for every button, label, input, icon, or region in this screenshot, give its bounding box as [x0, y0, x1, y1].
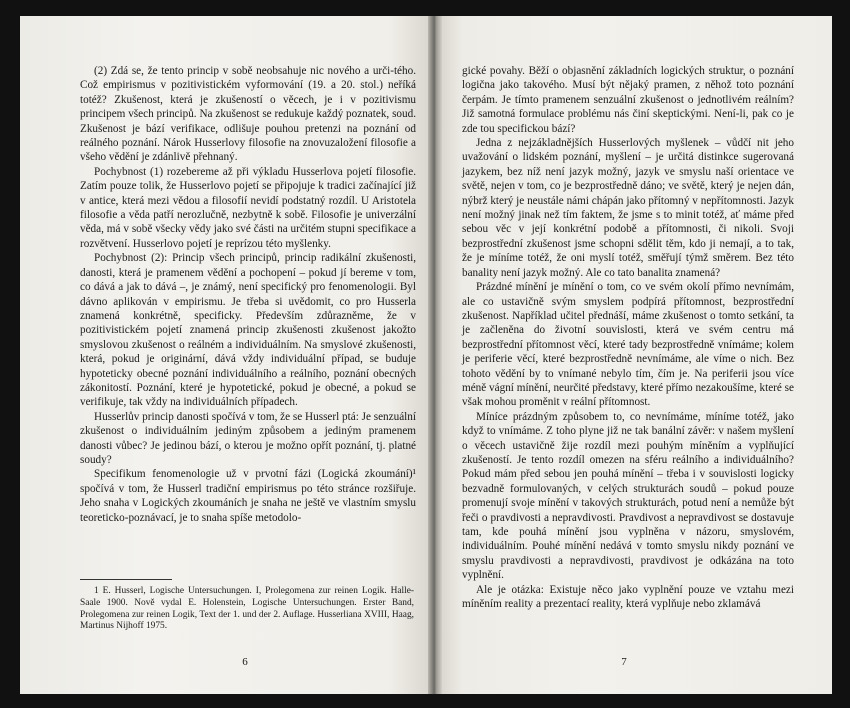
paragraph: Prázdné mínění je mínění o tom, co ve svém okolí přímo nevnímám, ale co ustavičně svým smyslem podpírá přítomnost, bezprostřední zkušenost. Například učitel přednáší, máme zkušenost o tomto setkání, ta je začleněna do životní souvislosti, která ve svém centru má bezprostřední přítomnost věcí, které tady bezprostředně vnímáme; kolem je periferie věcí, které bezprostředně nevnímáme, ale víme o nich. Bez tohoto vědění by to vnímané nebylo tím, čím je. Na periferii jsou více méně vágní mínění, neurčité představy, které přímo nezakoušíme, které se však mohou proměnit v reální přítomnost.: [462, 281, 794, 409]
right-page-body: [462, 64, 794, 611]
footnote-rule: [80, 579, 172, 580]
paragraph: Míníce prázdným způsobem to, co nevnímáme, míníme totéž, jako když to vnímáme. Z toho plyne již ne tak banální závěr: v našem myšlení o věcech ustavičně žije rozdíl mezi pouhým míněním a vyplňující zkušeností. Je tento rozdíl omezen na sféru reálního a individuálního? Pokud mám před sebou jen pouhá mínění – třeba i v souvislosti logicky bezvadně formulovaných, v celých strukturách soudů – pokud pouze promenují svoje mínění v takových strukturách, potud není a nemůže být řeči o pravdivosti a nepravdivosti. Pravdivost a nepravdivost se dostavuje tam, kde pouhá mínění jsou vyplněna v názoru, smyslovém, individuálním. Pouhé mínění nedává v tomto smyslu nikdy poznání ve smyslu pravdivosti a nepravdivosti, pravdivost je odkázána na toto vyplnění.: [462, 410, 794, 582]
paragraph: Specifikum fenomenologie už v prvotní fázi (Logická zkoumání)¹ spočívá v tom, že Husserl tradiční empirismus po této stránce rozšiřuje. Jeho snaha v Logických zkoumáních je snaha ne ještě ve vlastním smyslu teoreticko-poznávací, je to snaha spíše metodolo-: [80, 468, 416, 524]
footnote-text: 1 E. Husserl, Logische Untersuchungen. I, Prolegomena zur reinen Logik. Halle-Saale 1900. Nově vydal E. Holenstein, Logische Untersuchungen. Erster Band, Prolegomena zur reinen Logik, Text der 1. und der 2. Auflage. Husserliana XVIII, Haag, Martinus Nijhoff 1975.: [80, 586, 414, 632]
page-number: 7: [621, 656, 627, 668]
paragraph: Pochybnost (1) rozebereme až při výkladu Husserlova pojetí filosofie. Zatím pouze tolik, že Husserlovo pojetí se připojuje k tradici začínající již v antice, která mezi vědou a filosofií nevidí podstatný rozdíl. U Aristotela filosofie a věda patří nerozlučně, nezbytně k sobě. Filosofie je univerzální věda, má v sobě všecky vědy jako své části na určitém stupni specifikace a rozvětvení. Husserlovo pojetí je reprízou této myšlenky.: [80, 165, 416, 250]
paragraph: Pochybnost (2): Princip všech principů, princip radikální zkušenosti, danosti, která je pramenem vědění a pochopení – pokud jí bereme v tom, co dává a jak to dává –, je známý, není specifický pro fenomenologii. Byl dávno aplikován v empirismu. Je třeba si uvědomit, co pro Husserla znamená konkrétně, specificky. Především zdůrazněme, že v pozitivistickém pojetí znamená princip zkušenosti zkušenost jakožto smyslovou zkušenost o reálném a individuálním. Na smyslové zkušenosti, která, pokud je originární, dává vždy individuální případ, se buduje hypoteticky obecné poznání individuálního a reálního, poznání obecných zákonitostí. Poznání, které je hypotetické, pokud je obecné, a pokud se verifikuje, tak vždy na individuálních případech.: [80, 252, 416, 409]
paragraph: Husserlův princip danosti spočívá v tom, že se Husserl ptá: Je senzuální zkušenost o individuálním jediným způsobem a jediným pramenem danosti vůbec? Je jedinou bází, o kterou je možno opřít poznání, tj. platné soudy?: [80, 410, 416, 466]
paragraph: (2) Zdá se, že tento princip v sobě neobsahuje nic nového a urči-tého. Což empirismus v pozitivistickém vyformování (19. a 20. stol.) neříká totéž? Zkušenost, která je zkušeností o věcech, je i v pozitivismu principem všech principů. Na zkušenost se redukuje každý poznatek, soud. Zkušenost je bází verifikace, odlišuje pouhou pretenzi na poznání od reálného poznání. Nárok Husserlovy filosofie na znovuzaložení filosofie a všeho vědění je zdánlivě přehnaný.: [80, 65, 416, 164]
footnote: [80, 579, 414, 633]
paragraph: Jedna z nejzákladnějších Husserlových myšlenek – vůdčí nit jeho uvažování o lidském poznání, myšlení – je určitá distinkce sugerovaná jazykem, bez níž není jazyk možný, jazyk ve smyslu naší orientace ve světě, nejen v tom, co je bezprostředně dáno; ve světě, který je nejen dán, nýbrž který je neustále námi chápán jako přítomný v nepřítomnosti. Jazyk není možný jinak než tím faktem, že jsme s to minit totéž, ať máme před sebou věc v její konkrétní podobě a přítomnosti, či nikoli. Svoji bezprostřední zkušenost jsme schopni sdělit těm, kdo ji nemají, a to tak, že je míníme totéž, že oni myslí totéž, směřují týmž směrem. Bez této banality není jazyk možný. Ale co tato banalita znamená?: [462, 137, 794, 279]
right-page: [430, 16, 832, 694]
paragraph: Ale je otázka: Existuje něco jako vyplnění pouze ve vztahu mezi míněním reality a prezentací reality, která vyplňuje nebo zklamává: [462, 583, 794, 611]
left-page: [20, 16, 430, 694]
paragraph: gické povahy. Běží o objasnění základních logických struktur, o poznání logična jako takového. Musí být nějaký pramen, z něhož toto poznání čerpám. Je tímto pramenem senzuální zkušenost o jednotlivém reálním? Již samotná formulace problému nás činí skeptickými. Není-li, pak co je zde tou specifickou bází?: [462, 65, 794, 135]
page-number: 6: [242, 656, 248, 668]
book-gutter: [428, 16, 442, 694]
book-spread: [20, 16, 832, 694]
left-page-body: [80, 64, 416, 525]
